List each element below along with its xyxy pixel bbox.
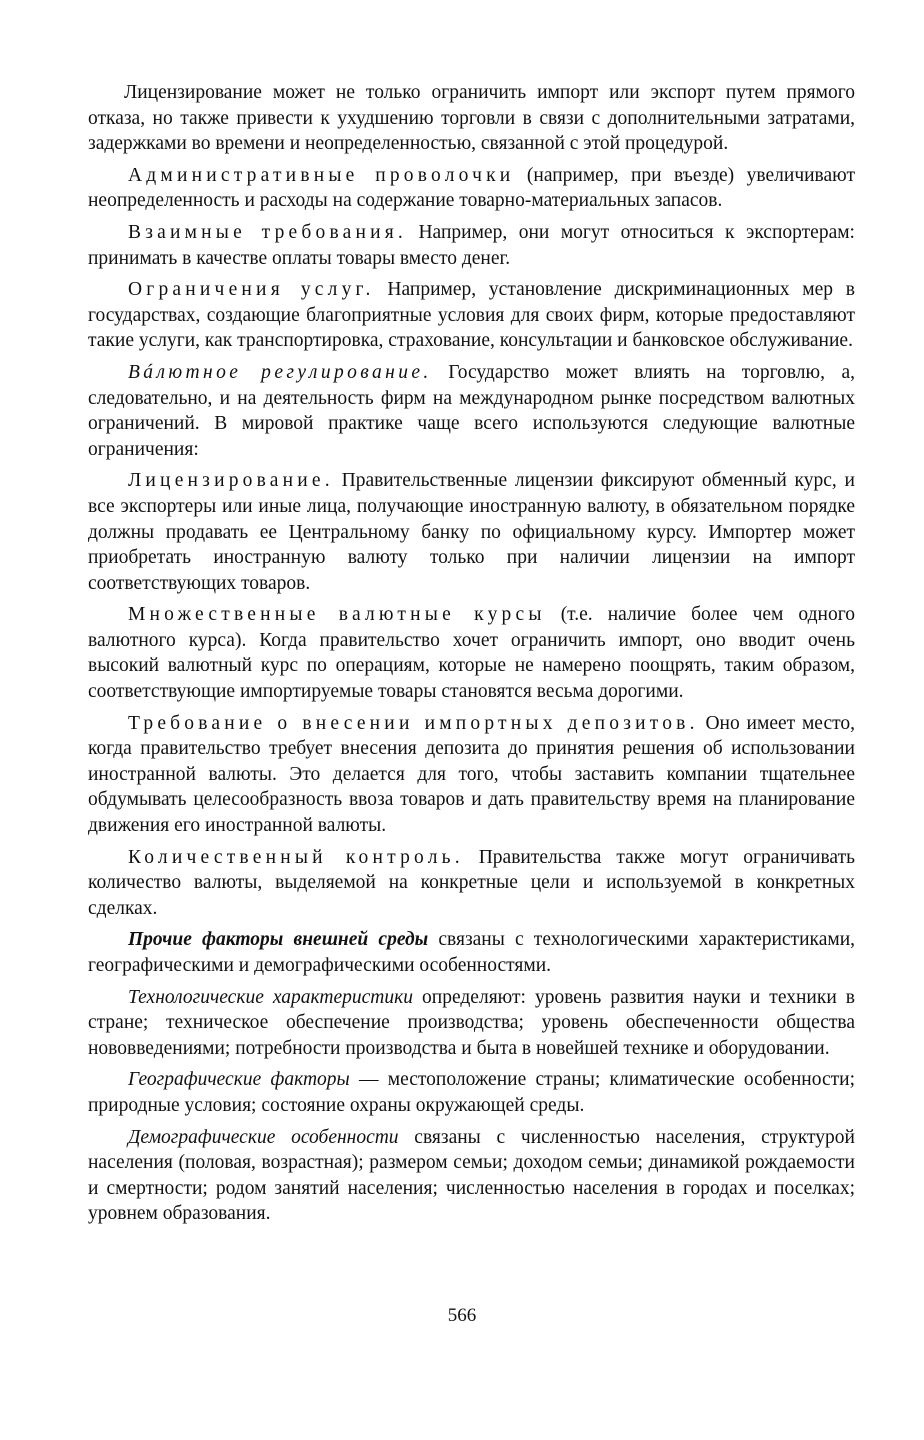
paragraph-licensing-intro	[88, 80, 855, 157]
term-multiple-rates: Множественные валютные курсы	[128, 604, 546, 626]
paragraph-service-restrictions	[88, 277, 855, 354]
page-number: 566	[447, 1305, 477, 1326]
paragraph-text: (например, при въезде) увеличивают неопределенность и расходы на содержание товарно-материальных запасов.	[88, 164, 855, 212]
paragraph-quantitative-control	[88, 845, 855, 922]
paragraph-multiple-rates	[88, 602, 855, 704]
paragraph-text: (т.е. наличие более чем одного валютного курса). Когда правительство хочет ограничить импорт, оно вводит очень высокий валютный курс по операциям, которые не намерено поощрять, таким образом, соответствующие импортируемые товары становятся весьма дорогими.	[88, 604, 855, 703]
paragraph-other-factors	[88, 927, 855, 978]
term-service-restrictions: Ограничения услуг.	[128, 279, 375, 301]
paragraph-currency-licensing	[88, 468, 855, 596]
term-admin-delays: Административные проволочки	[128, 164, 515, 186]
paragraph-text: Государство может влиять на торговлю, а, следовательно, и на деятельность фирм на международном рынке посредством валютных ограничений. В мировой практике чаще всего используются следующие валютные ограничения:	[88, 361, 855, 460]
paragraph-import-deposits	[88, 711, 855, 839]
paragraph-text: связаны с технологическими характеристиками, географическими и демографическими особенностями.	[88, 929, 855, 976]
paragraph-text: Правительства также могут ограничивать количество валюты, выделяемой на конкретные цели и используемой в конкретных сделках.	[88, 846, 855, 919]
term-demographic: Демографические особенности	[128, 1126, 399, 1148]
paragraph-admin-delays	[88, 163, 855, 214]
paragraph-geographic	[88, 1067, 855, 1118]
term-geographic: Географические факторы	[128, 1069, 350, 1091]
term-import-deposits: Требование о внесении импортных депозитов.	[128, 712, 699, 734]
page-body	[88, 80, 855, 1233]
paragraph-text: — местоположение страны; климатические особенности; природные условия; состояние охраны окружающей среды.	[88, 1069, 855, 1116]
term-other-factors: Прочие факторы внешней среды	[128, 929, 429, 951]
term-currency-licensing: Лицензирование.	[128, 470, 334, 492]
term-technological: Технологические характеристики	[128, 986, 414, 1008]
paragraph-text: Оно имеет место, когда правительство требует внесения депозита до принятия решения об использовании иностранной валюты. Это делается для того, чтобы заставить компании тщательнее обдумывать целесообразность ввоза товаров и дать правительству время на планирование движения его иностранной валюты.	[88, 712, 855, 837]
paragraph-text: связаны с численностью населения, структурой населения (половая, возрастная); размером семьи; доходом семьи; динамикой рождаемости и смертности; родом занятий населения; численностью населения в городах и поселках; уровнем образования.	[88, 1126, 855, 1225]
term-mutual-requirements: Взаимные требования.	[128, 221, 407, 243]
term-currency-regulation: Вáлютное регулирование.	[128, 361, 432, 383]
paragraph-currency-regulation	[88, 360, 855, 462]
term-quantitative-control: Количественный контроль.	[128, 846, 464, 868]
paragraph-text: Например, установление дискриминационных мер в государствах, создающие благоприятные условия для своих фирм, которые предоставляют такие услуги, как транспортировка, страхование, консультации и банковское обслуживание.	[88, 279, 855, 352]
paragraph-text: Лицензирование может не только ограничить импорт или экспорт путем прямого отказа, но также привести к ухудшению торговли в связи с дополнительными затратами, задержками во времени и неопределенностью, связанной с этой процедурой.	[88, 82, 855, 155]
paragraph-text: Например, они могут относиться к экспортерам: принимать в качестве оплаты товары вместо денег.	[88, 221, 855, 269]
paragraph-technological	[88, 985, 855, 1062]
paragraph-text: Правительственные лицензии фиксируют обменный курс, и все экспортеры или иные лица, получающие иностранную валюту, в обязательном порядке должны продавать ее Центральному банку по официальному курсу. Импортер может приобретать иностранную валюту только при наличии лицензии на импорт соответствующих товаров.	[88, 470, 855, 594]
paragraph-demographic	[88, 1125, 855, 1227]
paragraph-text: определяют: уровень развития науки и техники в стране; техническое обеспечение производства; уровень обеспеченности общества нововведениями; потребности производства и быта в новейшей технике и оборудовании.	[88, 986, 855, 1059]
paragraph-mutual-requirements	[88, 220, 855, 271]
